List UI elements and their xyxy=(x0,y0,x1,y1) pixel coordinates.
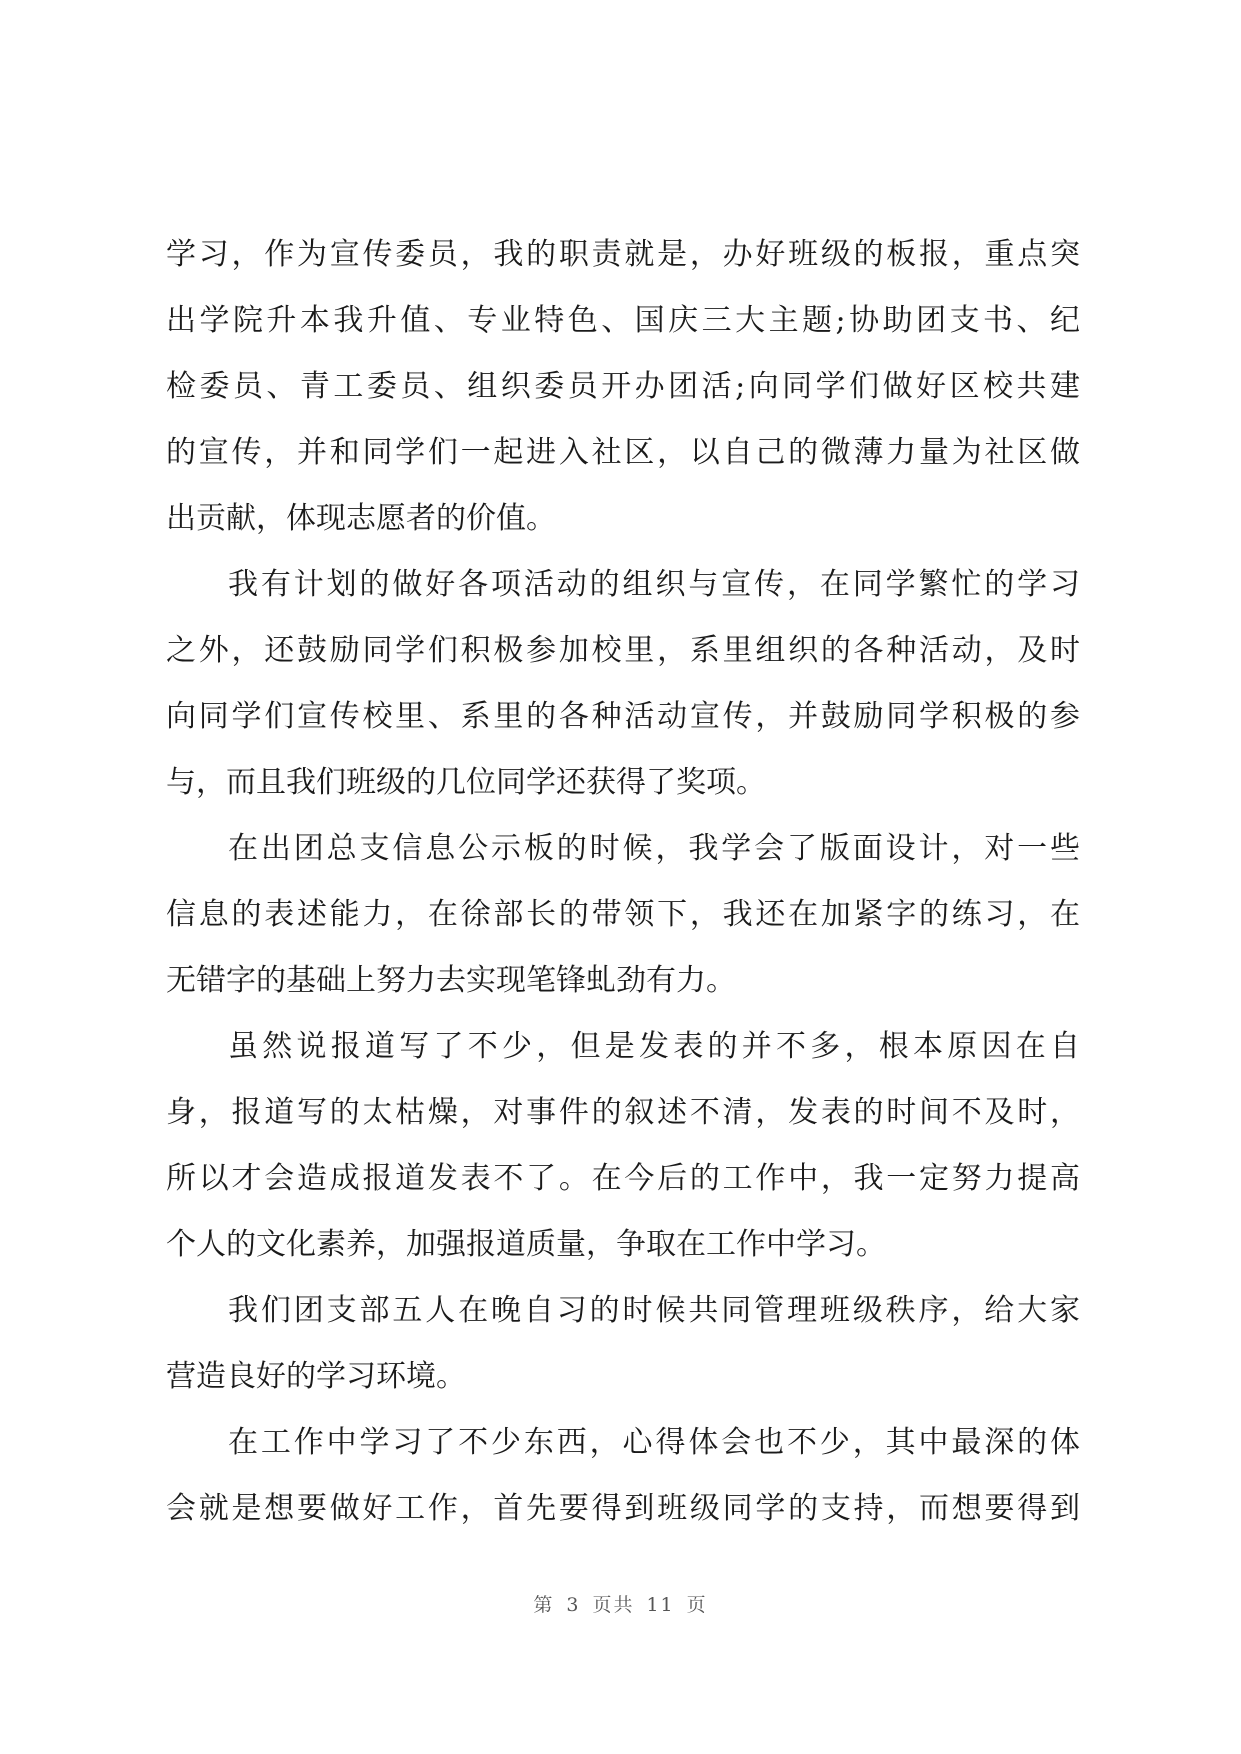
text-line: 我们团支部五人在晚自习的时候共同管理班级秩序，给大家 xyxy=(228,1293,1080,1328)
text-line: 学习，作为宣传委员，我的职责就是，办好班级的板报，重点突 xyxy=(166,237,1080,272)
document-body xyxy=(166,222,1080,1542)
text-line: 与，而且我们班级的几位同学还获得了奖项。 xyxy=(166,765,766,800)
text-line: 身，报道写的太枯燥，对事件的叙述不清，发表的时间不及时， xyxy=(166,1095,1080,1130)
footer-total-pages: 11 xyxy=(646,1594,675,1616)
text-line: 我有计划的做好各项活动的组织与宣传，在同学繁忙的学习 xyxy=(228,567,1080,602)
footer-prefix: 第 xyxy=(533,1594,555,1616)
text-line: 检委员、青工委员、组织委员开办团活;向同学们做好区校共建 xyxy=(166,369,1080,404)
text-line: 虽然说报道写了不少，但是发表的并不多，根本原因在自 xyxy=(228,1029,1080,1064)
text-line: 营造良好的学习环境。 xyxy=(166,1359,466,1394)
text-line: 会就是想要做好工作，首先要得到班级同学的支持，而想要得到 xyxy=(166,1491,1080,1526)
text-line: 在出团总支信息公示板的时候，我学会了版面设计，对一些 xyxy=(228,831,1080,866)
text-line: 个人的文化素养，加强报道质量，争取在工作中学习。 xyxy=(166,1227,886,1262)
text-line: 信息的表述能力，在徐部长的带领下，我还在加紧字的练习，在 xyxy=(166,897,1080,932)
text-line: 的宣传，并和同学们一起进入社区，以自己的微薄力量为社区做 xyxy=(166,435,1080,470)
footer-mid: 页共 xyxy=(592,1594,635,1616)
page-footer xyxy=(0,1590,1241,1617)
footer-suffix: 页 xyxy=(686,1594,708,1616)
text-line: 出学院升本我升值、专业特色、国庆三大主题;协助团支书、纪 xyxy=(166,303,1080,338)
text-line: 出贡献，体现志愿者的价值。 xyxy=(166,501,556,536)
text-line: 所以才会造成报道发表不了。在今后的工作中，我一定努力提高 xyxy=(166,1161,1080,1196)
footer-current-page: 3 xyxy=(566,1594,581,1616)
text-line: 无错字的基础上努力去实现笔锋虬劲有力。 xyxy=(166,963,736,998)
text-line: 之外，还鼓励同学们积极参加校里，系里组织的各种活动，及时 xyxy=(166,633,1080,668)
text-line: 向同学们宣传校里、系里的各种活动宣传，并鼓励同学积极的参 xyxy=(166,699,1080,734)
text-line: 在工作中学习了不少东西，心得体会也不少，其中最深的体 xyxy=(228,1425,1080,1460)
